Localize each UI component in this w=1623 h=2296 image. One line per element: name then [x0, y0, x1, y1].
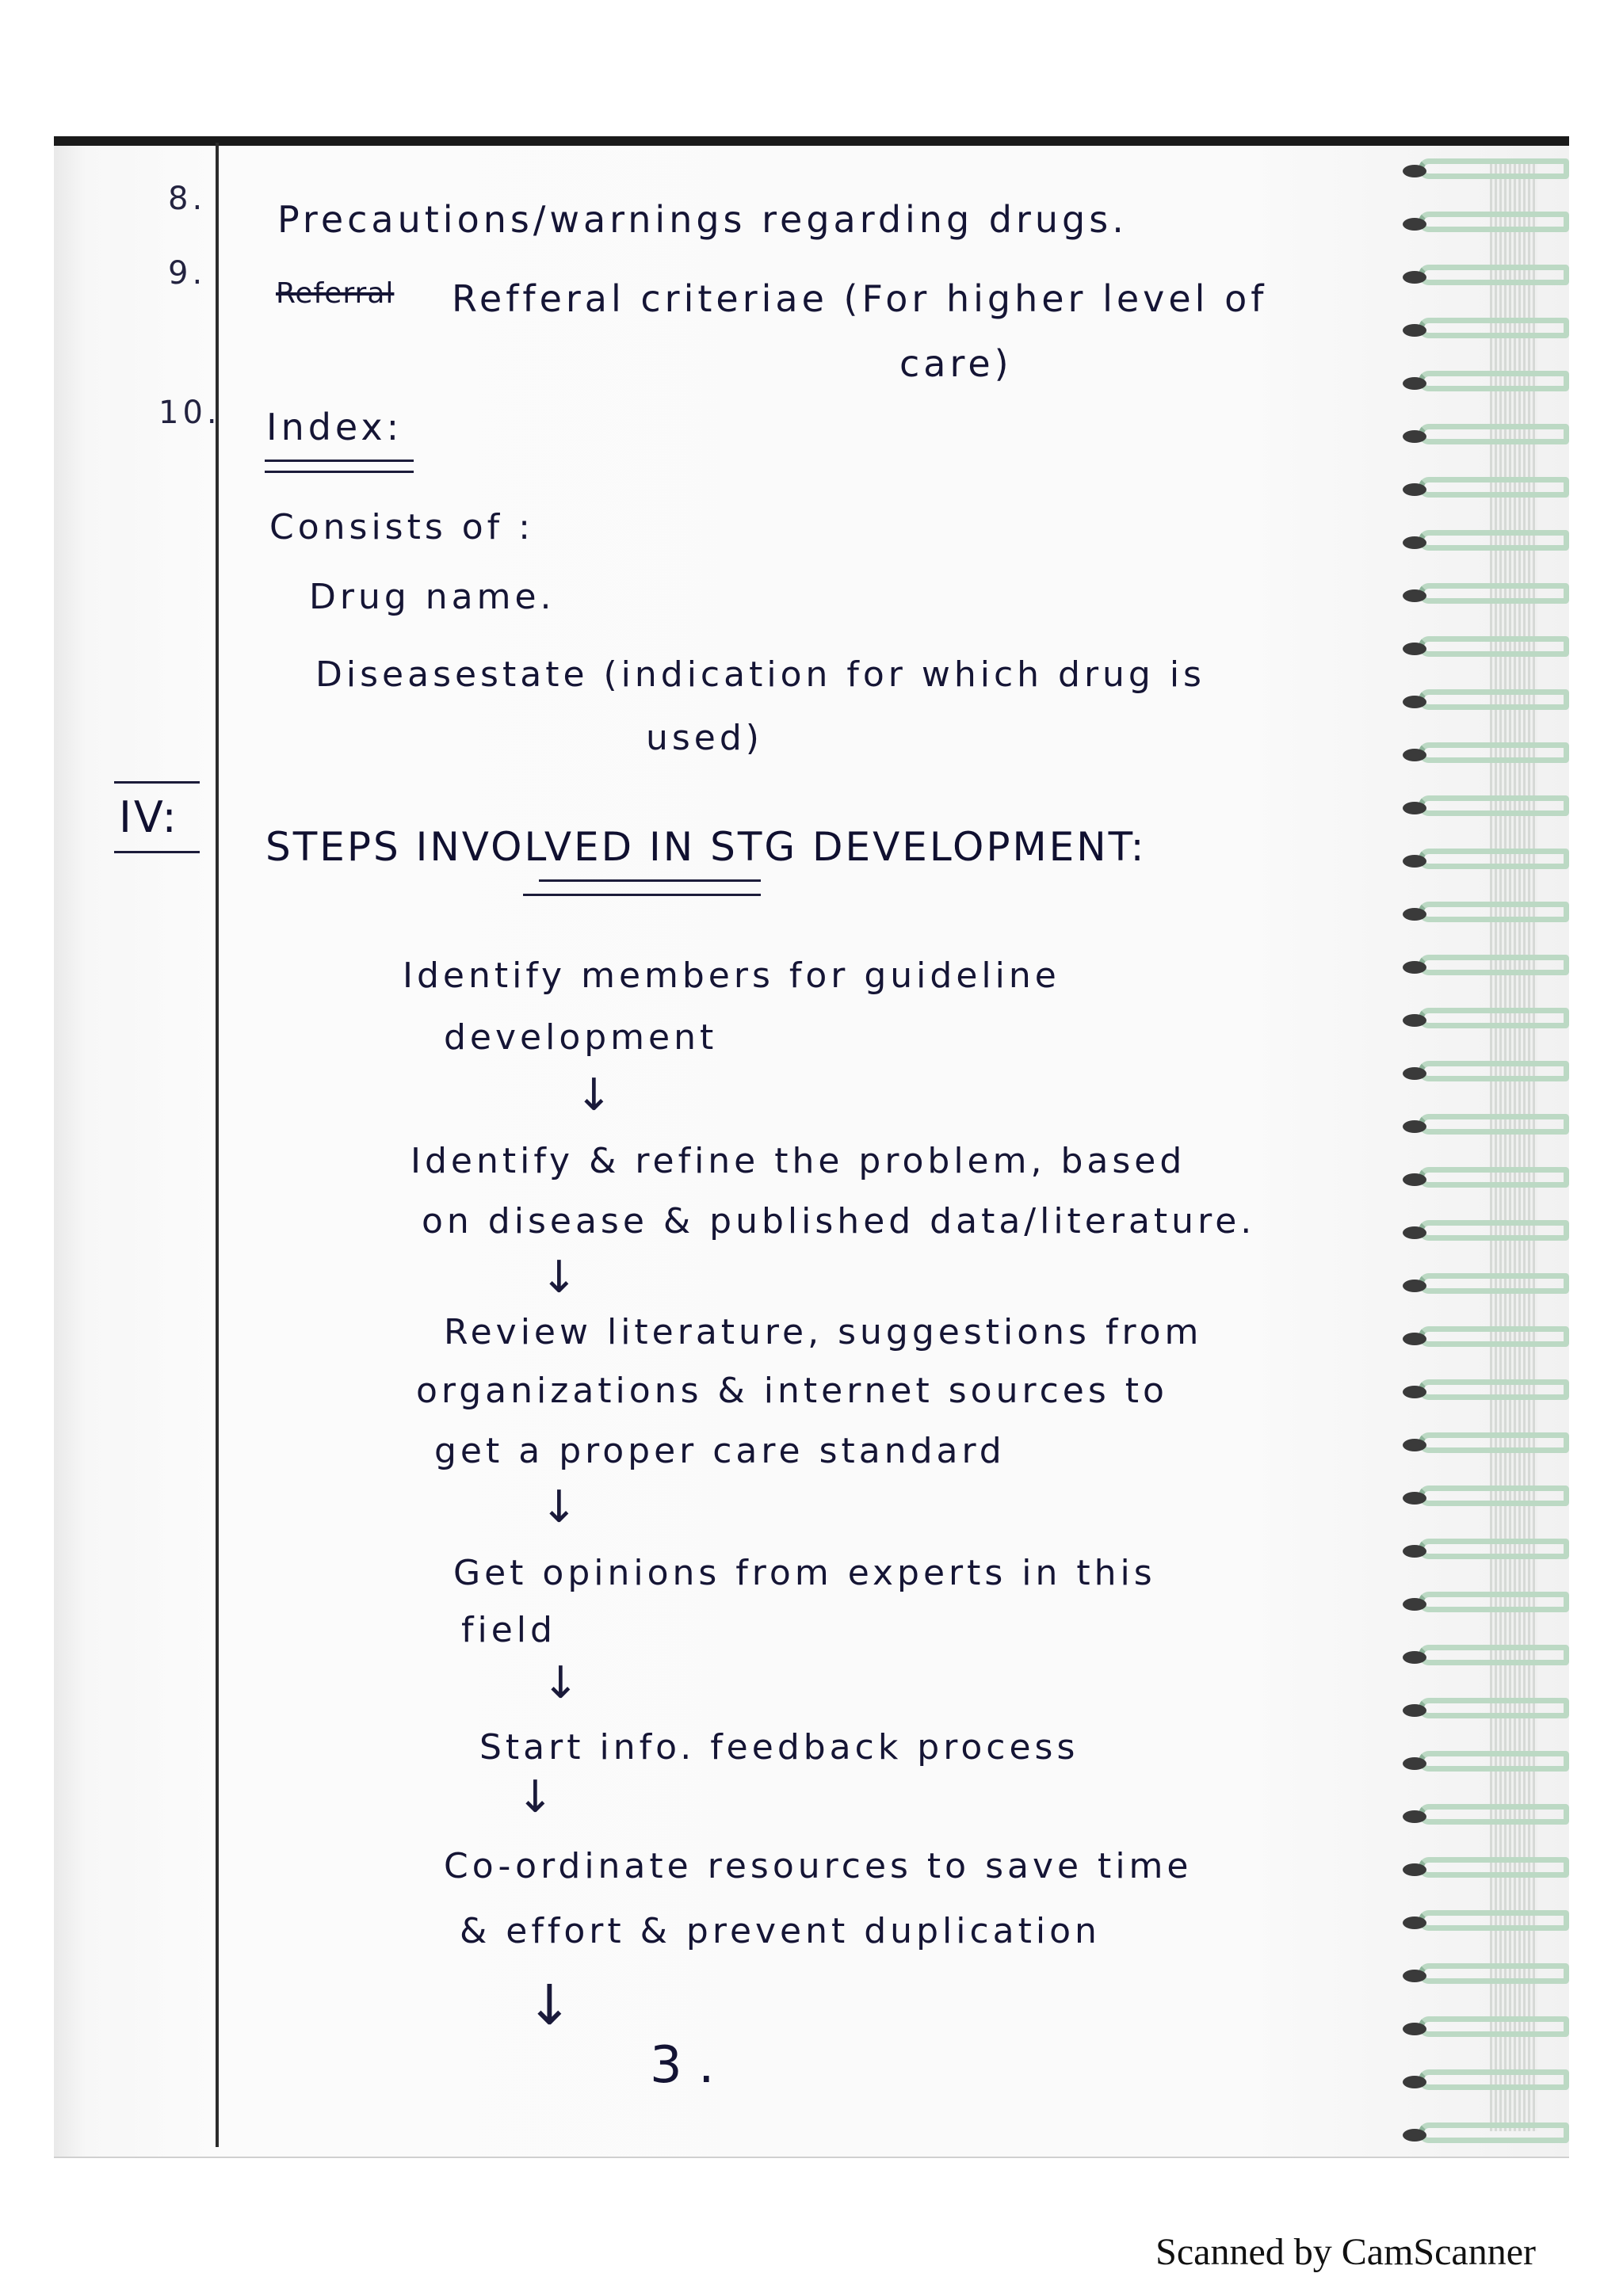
step-1-line-1: Identify members for guideline [403, 955, 1060, 996]
spiral-ring [1419, 212, 1569, 232]
punch-hole [1403, 165, 1426, 177]
spiral-ring [1419, 1698, 1569, 1718]
spiral-ring [1419, 2016, 1569, 2037]
item-number-8: 8. [168, 181, 207, 217]
punch-hole [1403, 1704, 1426, 1717]
punch-hole [1403, 1917, 1426, 1929]
punch-hole [1403, 1333, 1426, 1345]
punch-hole [1403, 2076, 1426, 2088]
spiral-ring [1419, 1751, 1569, 1772]
spiral-ring [1419, 1432, 1569, 1453]
flow-arrow-2: ↓ [540, 1252, 578, 1303]
punch-hole [1403, 1863, 1426, 1876]
punch-hole [1403, 1120, 1426, 1133]
punch-hole [1403, 1970, 1426, 1982]
spiral-ring [1419, 1645, 1569, 1665]
index-bullet-continuation: used) [646, 718, 763, 758]
punch-hole [1403, 1810, 1426, 1823]
struck-word: Referral [276, 277, 395, 310]
punch-hole [1403, 961, 1426, 974]
punch-hole [1403, 802, 1426, 814]
flow-arrow-6: ↓ [526, 1973, 573, 2038]
spiral-ring [1419, 955, 1569, 975]
spiral-ring [1419, 689, 1569, 710]
punch-hole [1403, 2129, 1426, 2142]
spiral-ring [1419, 1963, 1569, 1984]
punch-hole [1403, 483, 1426, 496]
punch-hole [1403, 430, 1426, 443]
scanner-watermark: Scanned by CamScanner [1155, 2231, 1536, 2273]
spiral-ring [1419, 1539, 1569, 1559]
consists-of: Consists of : [269, 507, 534, 547]
flow-arrow-3: ↓ [540, 1482, 578, 1533]
spiral-ring [1419, 1220, 1569, 1241]
spiral-ring [1419, 1326, 1569, 1347]
spiral-ring [1419, 1008, 1569, 1028]
index-bullet-drug-name: Drug name. [309, 577, 556, 617]
punch-hole [1403, 1598, 1426, 1611]
spiral-ring [1419, 795, 1569, 816]
item-number-9: 9. [168, 255, 207, 292]
spiral-ring [1419, 318, 1569, 338]
section-roman-numeral: IV: [119, 792, 179, 842]
spiral-ring [1419, 371, 1569, 391]
step-3-line-1: Review literature, suggestions from [444, 1312, 1203, 1352]
spiral-ring [1419, 1061, 1569, 1081]
page-number: 3 . [650, 2036, 715, 2095]
punch-hole [1403, 218, 1426, 231]
spiral-ring [1419, 742, 1569, 763]
punch-hole [1403, 749, 1426, 761]
step-6-line-2: & effort & prevent duplication [460, 1911, 1101, 1951]
punch-hole [1403, 377, 1426, 390]
step-5-line-1: Start info. feedback process [479, 1727, 1079, 1768]
step-2-line-2: on disease & published data/literature. [422, 1201, 1256, 1241]
spiral-binding [1403, 143, 1569, 2147]
item-8-text: Precautions/warnings regarding drugs. [277, 198, 1128, 241]
index-underline-2 [265, 471, 414, 473]
spiral-ring [1419, 477, 1569, 498]
spiral-ring [1419, 1592, 1569, 1612]
spiral-ring [1419, 1273, 1569, 1294]
step-3-line-3: get a proper care standard [434, 1431, 1006, 1471]
spiral-ring [1419, 1857, 1569, 1878]
index-title: Index: [266, 406, 403, 448]
punch-hole [1403, 1014, 1426, 1027]
spiral-ring [1419, 636, 1569, 657]
step-4-line-2: field [461, 1610, 556, 1650]
punch-hole [1403, 1651, 1426, 1664]
punch-hole [1403, 1492, 1426, 1505]
item-number-10: 10. [158, 395, 221, 431]
section-heading: STEPS INVOLVED IN STG DEVELOPMENT: [265, 824, 1147, 870]
punch-hole [1403, 1226, 1426, 1239]
spiral-ring [1419, 530, 1569, 551]
roman-underline [114, 851, 200, 853]
spiral-ring [1419, 1379, 1569, 1400]
spiral-ring [1419, 1486, 1569, 1506]
punch-hole [1403, 271, 1426, 284]
spiral-ring [1419, 849, 1569, 869]
spiral-ring [1419, 1804, 1569, 1825]
spiral-ring [1419, 2122, 1569, 2143]
punch-hole [1403, 1280, 1426, 1292]
step-2-line-1: Identify & refine the problem, based [411, 1141, 1186, 1181]
punch-hole [1403, 643, 1426, 655]
margin-line [216, 143, 219, 2147]
punch-hole [1403, 696, 1426, 708]
punch-hole [1403, 536, 1426, 549]
spiral-ring [1419, 1114, 1569, 1135]
flow-arrow-4: ↓ [542, 1657, 579, 1709]
spiral-ring [1419, 2069, 1569, 2090]
punch-hole [1403, 324, 1426, 337]
step-6-line-1: Co-ordinate resources to save time [444, 1846, 1193, 1886]
spiral-ring [1419, 265, 1569, 285]
punch-hole [1403, 1757, 1426, 1770]
spiral-ring [1419, 1167, 1569, 1188]
spiral-ring [1419, 158, 1569, 179]
spiral-ring [1419, 902, 1569, 922]
spiral-ring [1419, 424, 1569, 444]
punch-hole [1403, 855, 1426, 868]
step-3-line-2: organizations & internet sources to [416, 1371, 1168, 1411]
punch-hole [1403, 2023, 1426, 2035]
punch-hole [1403, 1439, 1426, 1451]
spiral-ring [1419, 1910, 1569, 1931]
flow-arrow-1: ↓ [575, 1070, 613, 1121]
punch-hole [1403, 1386, 1426, 1398]
spiral-ring [1419, 583, 1569, 604]
step-1-line-2: development [444, 1017, 718, 1058]
punch-hole [1403, 1173, 1426, 1186]
punch-hole [1403, 908, 1426, 921]
punch-hole [1403, 589, 1426, 602]
item-9-text: Refferal criteriae (For higher level of [452, 277, 1268, 320]
item-9-continuation: care) [899, 342, 1013, 385]
punch-hole [1403, 1067, 1426, 1080]
punch-hole [1403, 1545, 1426, 1558]
roman-overline [114, 781, 200, 784]
step-4-line-1: Get opinions from experts in this [453, 1553, 1156, 1593]
index-underline-1 [265, 460, 414, 462]
heading-underline-2 [523, 894, 761, 896]
index-bullet-disease-state: Diseasestate (indication for which drug is [315, 654, 1205, 695]
flow-arrow-5: ↓ [517, 1772, 554, 1823]
heading-underline-1 [539, 879, 761, 882]
